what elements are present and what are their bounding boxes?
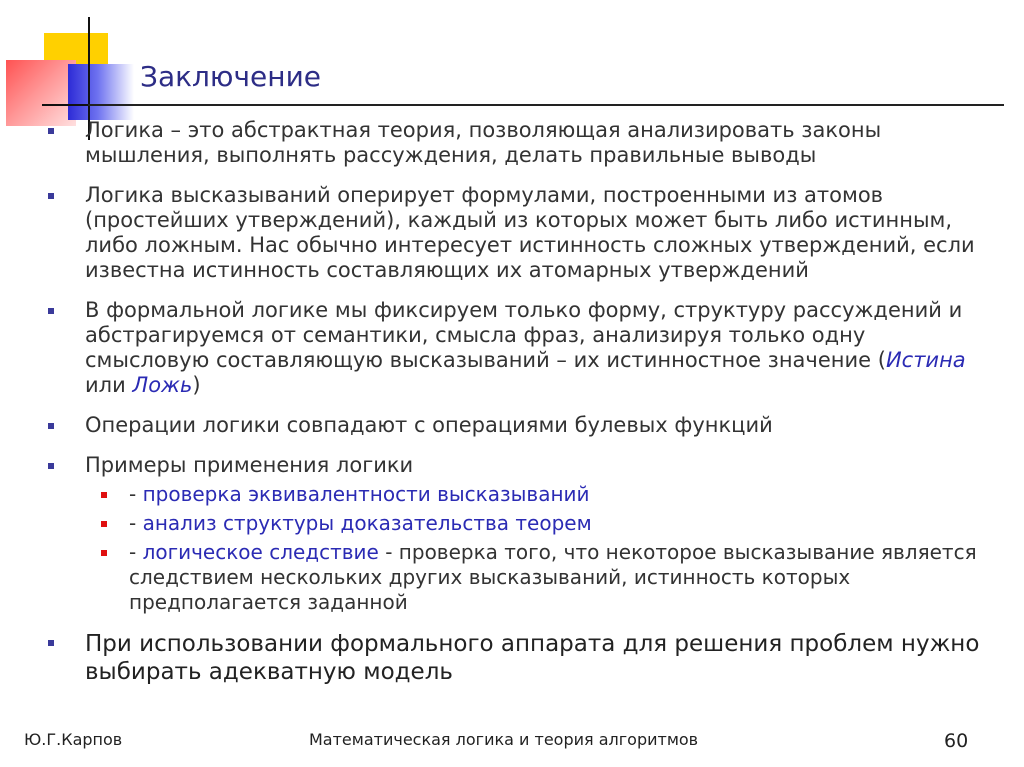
slide-title: Заключение	[140, 60, 321, 93]
sub-prefix: -	[129, 482, 143, 506]
red-square-bullet-icon	[101, 521, 107, 527]
bullet-text: При использовании формального аппарата для решения проблем нужно выбирать адекватную модель	[85, 631, 980, 685]
bullet-item	[40, 453, 980, 615]
slide-content	[40, 118, 980, 701]
bullet-item	[40, 298, 980, 398]
square-bullet-icon	[48, 640, 54, 646]
logo-red-square	[6, 60, 76, 126]
square-bullet-icon	[48, 463, 54, 469]
sub-highlight: логическое следствие	[142, 540, 379, 564]
bullet-text: Операции логики совпадают с операциями булевых функций	[85, 413, 773, 437]
square-bullet-icon	[48, 308, 54, 314]
bullet-text: Логика высказываний оперирует формулами, построенными из атомов (простейших утверждений), каждый из которых может быть либо истинным, либо ложным. Нас обычно интересует истинность сложных утверждений, если известна истинность составляющих их атомарных утверждений	[85, 183, 975, 282]
sub-prefix: -	[129, 511, 143, 535]
slide-page-number: 60	[944, 730, 969, 752]
sub-bullet-item	[85, 482, 980, 507]
square-bullet-icon	[48, 128, 54, 134]
sub-rest: - проверка того, что некоторое высказывание является следствием нескольких других высказываний, истинность которых предполагается заданной	[129, 540, 977, 614]
sub-bullet-item	[85, 511, 980, 536]
title-divider	[88, 104, 1004, 106]
sub-prefix: -	[129, 540, 143, 564]
bullet-item	[40, 413, 980, 438]
bullet-text-or: или	[85, 373, 133, 397]
sub-highlight: проверка эквивалентности высказываний	[142, 482, 590, 506]
square-bullet-icon	[48, 423, 54, 429]
bullet-text: В формальной логике мы фиксируем только форму, структуру рассуждений и абстрагируемся от семантики, смысла фраз, анализируя только одну смысловую составляющую высказываний – их истинностное значение (	[85, 298, 963, 372]
bullet-text: Логика – это абстрактная теория, позволяющая анализировать законы мышления, выполнять рассуждения, делать правильные выводы	[85, 118, 882, 167]
term-true: Истина	[885, 348, 966, 372]
footer-course-title: Математическая логика и теория алгоритмов	[309, 730, 699, 749]
term-false: Ложь	[132, 373, 193, 397]
logo-blue-square	[68, 64, 134, 120]
footer-author: Ю.Г.Карпов	[24, 730, 123, 749]
red-square-bullet-icon	[101, 550, 107, 556]
bullet-text-end: )	[192, 373, 201, 397]
sub-bullet-item	[85, 540, 980, 615]
sub-highlight: анализ структуры доказательства теорем	[142, 511, 592, 535]
bullet-item	[40, 118, 980, 168]
bullet-item	[40, 183, 980, 283]
square-bullet-icon	[48, 193, 54, 199]
red-square-bullet-icon	[101, 492, 107, 498]
bullet-item	[40, 630, 980, 686]
bullet-text: Примеры применения логики	[85, 453, 414, 477]
